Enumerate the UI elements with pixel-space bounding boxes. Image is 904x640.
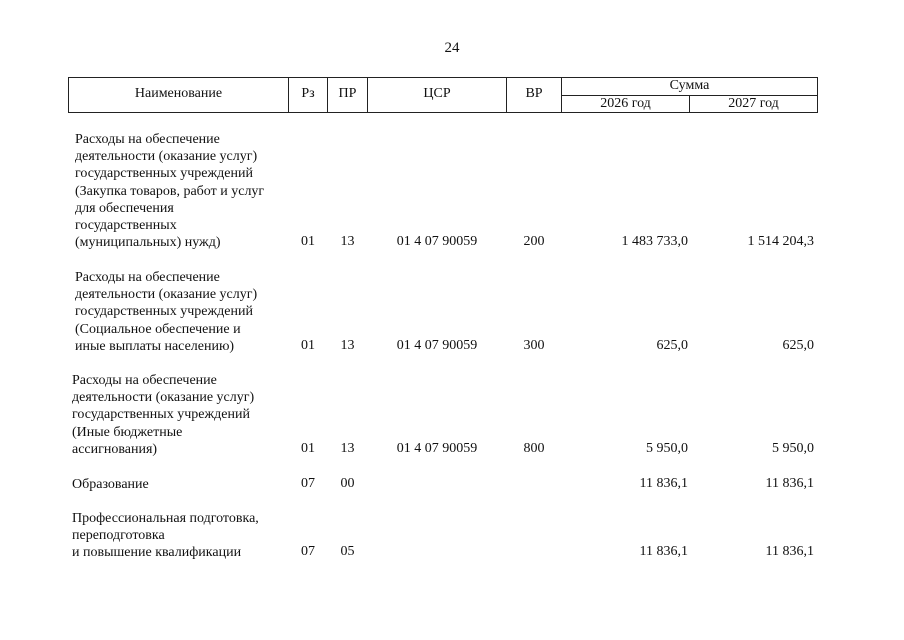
row-name: Профессиональная подготовка, переподготовка и повышение квалификации	[72, 511, 259, 561]
row-pr: 00	[340, 476, 355, 491]
row-name: Расходы на обеспечение деятельности (оказание услуг) государственных учреждений (Социальное обеспечение и иные выплаты населению)	[75, 270, 258, 354]
header-bottom-border	[68, 112, 818, 113]
header-sum: Сумма	[669, 78, 710, 93]
row-name: Образование	[72, 477, 149, 492]
row-name: Расходы на обеспечение деятельности (оказание услуг) государственных учреждений (Закупка товаров, работ и услуг для обеспечения государственных (муниципальных) нужд)	[75, 132, 265, 251]
row-sum-2026: 11 836,1	[639, 544, 688, 559]
row-pr: 13	[340, 234, 355, 249]
header-year-2026: 2026 год	[600, 96, 651, 111]
row-sum-2026: 5 950,0	[646, 441, 688, 456]
row-vr: 800	[523, 441, 545, 456]
row-pr: 13	[340, 338, 355, 353]
row-vr: 200	[523, 234, 545, 249]
header-csr: ЦСР	[423, 86, 451, 101]
header-vr: ВР	[525, 86, 543, 101]
row-sum-2027: 1 514 204,3	[747, 234, 814, 249]
row-sum-2026: 11 836,1	[639, 476, 688, 491]
header-year-2027: 2027 год	[728, 96, 779, 111]
row-sum-2027: 11 836,1	[765, 476, 814, 491]
row-csr: 01 4 07 90059	[396, 234, 478, 249]
row-vr: 300	[523, 338, 545, 353]
row-rz: 01	[301, 234, 315, 249]
row-csr: 01 4 07 90059	[396, 338, 478, 353]
header-rz: Рз	[301, 86, 315, 101]
header-pr: ПР	[338, 86, 357, 101]
row-sum-2027: 625,0	[782, 338, 814, 353]
row-pr: 05	[340, 544, 355, 559]
row-csr: 01 4 07 90059	[396, 441, 478, 456]
row-rz: 01	[301, 338, 315, 353]
row-pr: 13	[340, 441, 355, 456]
col-divider	[817, 77, 818, 113]
row-rz: 07	[301, 476, 315, 491]
row-name: Расходы на обеспечение деятельности (оказание услуг) государственных учреждений (Иные бюджетные ассигнования)	[72, 373, 255, 457]
header-name: Наименование	[134, 86, 223, 101]
row-sum-2027: 11 836,1	[765, 544, 814, 559]
row-sum-2026: 1 483 733,0	[621, 234, 688, 249]
row-sum-2026: 625,0	[656, 338, 688, 353]
page-number: 24	[444, 40, 460, 56]
row-sum-2027: 5 950,0	[772, 441, 814, 456]
row-rz: 07	[301, 544, 315, 559]
row-rz: 01	[301, 441, 315, 456]
